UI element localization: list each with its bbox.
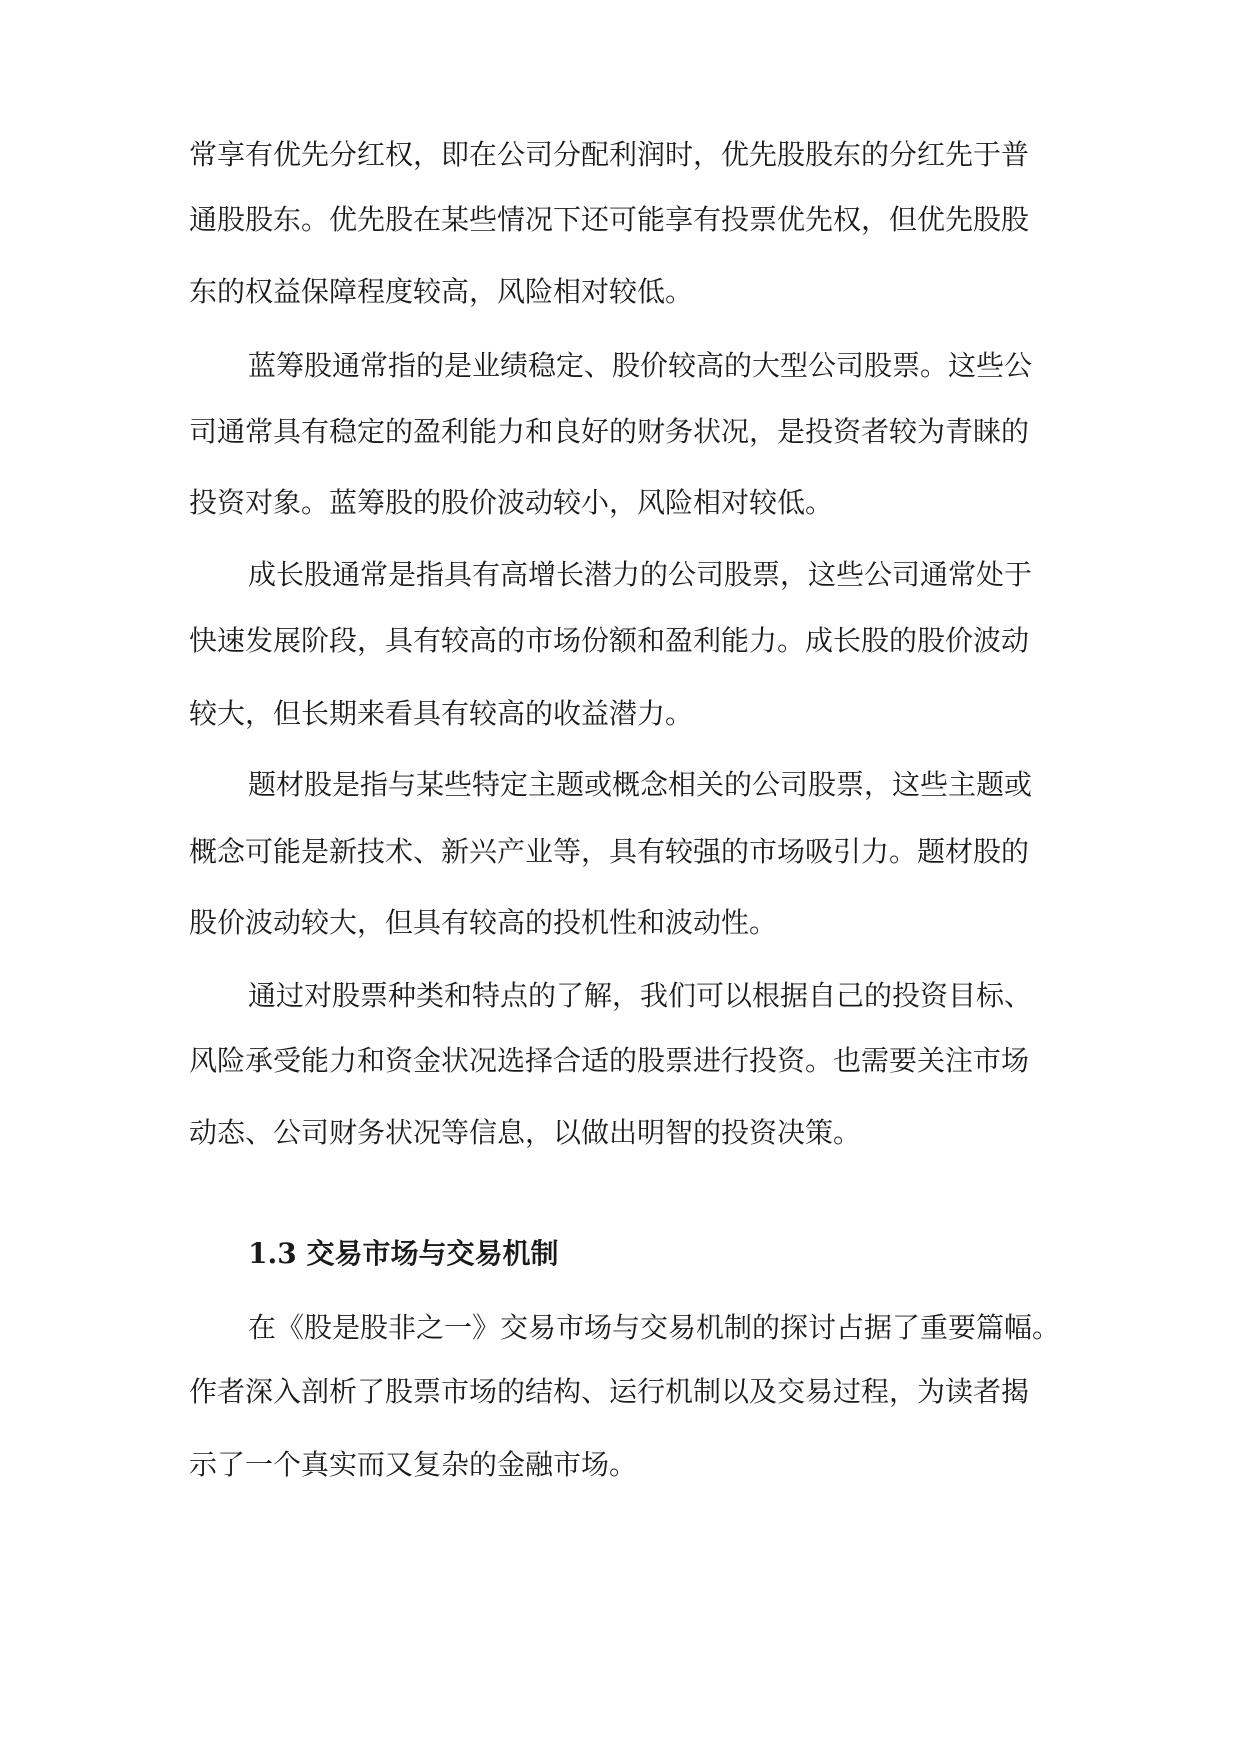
paragraph-line: 股价波动较大，但具有较高的投机性和波动性。 — [189, 906, 778, 939]
paragraph-line: 东的权益保障程度较高，风险相对较低。 — [189, 275, 694, 308]
paragraph-line: 蓝筹股通常指的是业绩稳定、股价较高的大型公司股票。这些公 — [248, 349, 1033, 382]
paragraph-line: 在《股是股非之一》交易市场与交易机制的探讨占据了重要篇幅。 — [248, 1311, 1061, 1344]
paragraph-line: 通过对股票种类和特点的了解，我们可以根据自己的投资目标、 — [248, 979, 1033, 1012]
paragraph-line: 题材股是指与某些特定主题或概念相关的公司股票，这些主题或 — [248, 768, 1033, 801]
paragraph-line: 快速发展阶段，具有较高的市场份额和盈利能力。成长股的股价波动 — [189, 624, 1030, 657]
paragraph-line: 风险承受能力和资金状况选择合适的股票进行投资。也需要关注市场 — [189, 1044, 1030, 1077]
paragraph-line: 较大，但长期来看具有较高的收益潜力。 — [189, 697, 694, 730]
paragraph-line: 作者深入剖析了股票市场的结构、运行机制以及交易过程，为读者揭 — [189, 1375, 1030, 1408]
paragraph-line: 通股股东。优先股在某些情况下还可能享有投票优先权，但优先股股 — [189, 203, 1030, 236]
paragraph-line: 概念可能是新技术、新兴产业等，具有较强的市场吸引力。题材股的 — [189, 835, 1030, 868]
section-heading: 1.3 交易市场与交易机制 — [248, 1237, 559, 1270]
paragraph-line: 司通常具有稳定的盈利能力和良好的财务状况，是投资者较为青睐的 — [189, 415, 1030, 448]
paragraph-line: 示了一个真实而又复杂的金融市场。 — [189, 1448, 638, 1481]
paragraph-line: 动态、公司财务状况等信息，以做出明智的投资决策。 — [189, 1116, 862, 1149]
paragraph-line: 投资对象。蓝筹股的股价波动较小，风险相对较低。 — [189, 486, 834, 519]
paragraph-line: 常享有优先分红权，即在公司分配利润时，优先股股东的分红先于普 — [189, 138, 1030, 171]
paragraph-line: 成长股通常是指具有高增长潜力的公司股票，这些公司通常处于 — [248, 558, 1033, 591]
